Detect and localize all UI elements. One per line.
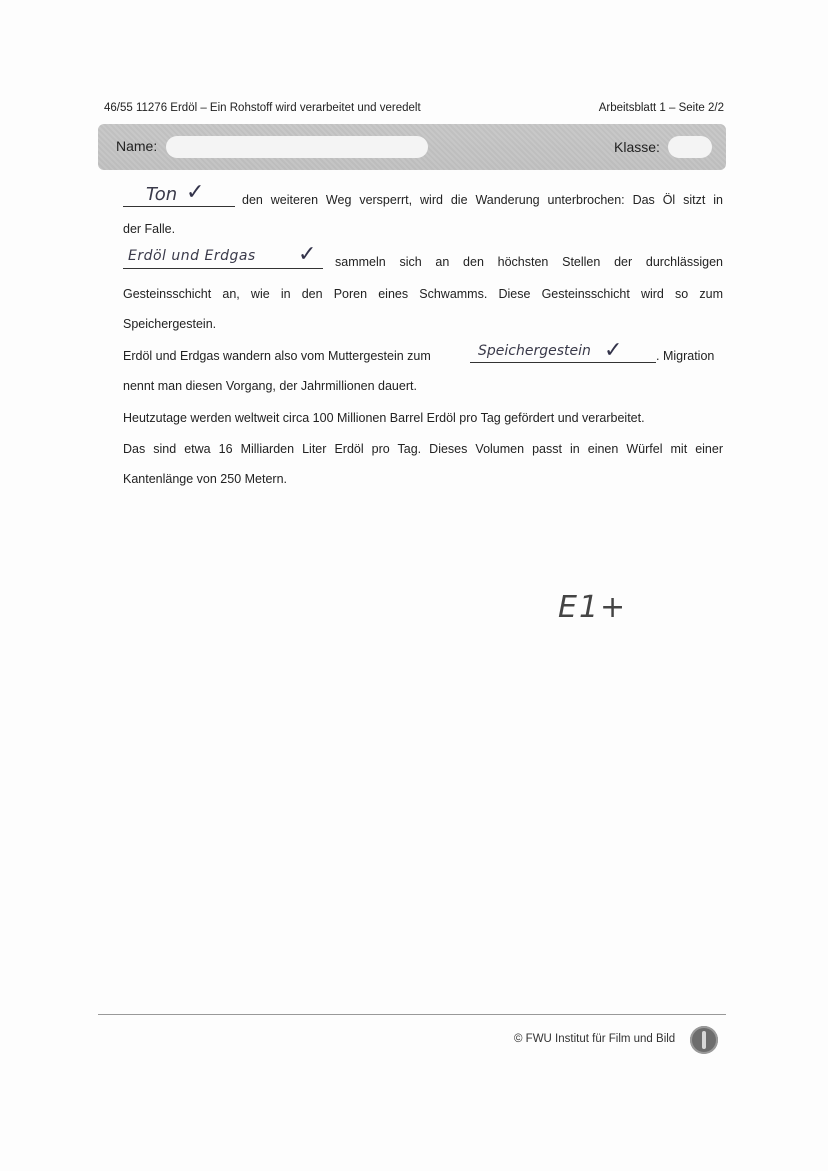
- paragraph-3-end: . Migration: [656, 349, 715, 363]
- name-label: Name:: [116, 138, 158, 154]
- paragraph-2-line-1: sammeln sich an den höchsten Stellen der durchlässigen: [335, 255, 723, 269]
- handwritten-grade: E1+: [558, 590, 628, 625]
- fwu-seal-icon: [690, 1026, 718, 1054]
- check-mark-1: ✓: [186, 180, 205, 205]
- klasse-label: Klasse:: [614, 139, 660, 155]
- klasse-field[interactable]: [668, 136, 712, 158]
- paragraph-3-start: Erdöl und Erdgas wandern also vom Muttergestein zum: [123, 349, 431, 363]
- handwritten-answer-2: Erdöl und Erdgas: [128, 248, 256, 264]
- footer-divider: [98, 1014, 726, 1015]
- paragraph-1-line-1: den weiteren Weg versperrt, wird die Wanderung unterbrochen: Das Öl sitzt in: [242, 193, 723, 207]
- name-field[interactable]: [166, 136, 428, 158]
- paragraph-1-line-2: der Falle.: [123, 222, 176, 236]
- check-mark-3: ✓: [604, 338, 623, 363]
- check-mark-2: ✓: [298, 242, 317, 267]
- header-page-info: Arbeitsblatt 1 – Seite 2/2: [598, 102, 724, 114]
- name-class-bar: [98, 124, 726, 170]
- answer-blank-1[interactable]: [123, 188, 235, 207]
- paragraph-5-line-1: Das sind etwa 16 Milliarden Liter Erdöl pro Tag. Dieses Volumen passt in einen Würfel mit einer: [123, 442, 723, 456]
- handwritten-answer-1: Ton: [146, 184, 178, 205]
- handwritten-answer-3: Speichergestein: [478, 343, 591, 359]
- paragraph-2-line-2: Gesteinsschicht an, wie in den Poren eines Schwamms. Diese Gesteinsschicht wird so zum: [123, 287, 723, 301]
- header-title: 46/55 11276 Erdöl – Ein Rohstoff wird verarbeitet und veredelt: [104, 102, 421, 114]
- paragraph-3-line-2: nennt man diesen Vorgang, der Jahrmillionen dauert.: [123, 379, 417, 393]
- paragraph-2-line-3: Speichergestein.: [123, 317, 217, 331]
- paragraph-4: Heutzutage werden weltweit circa 100 Millionen Barrel Erdöl pro Tag gefördert und verarbeitet.: [123, 411, 645, 425]
- footer-copyright: © FWU Institut für Film und Bild: [514, 1033, 676, 1045]
- paragraph-5-line-2: Kantenlänge von 250 Metern.: [123, 472, 288, 486]
